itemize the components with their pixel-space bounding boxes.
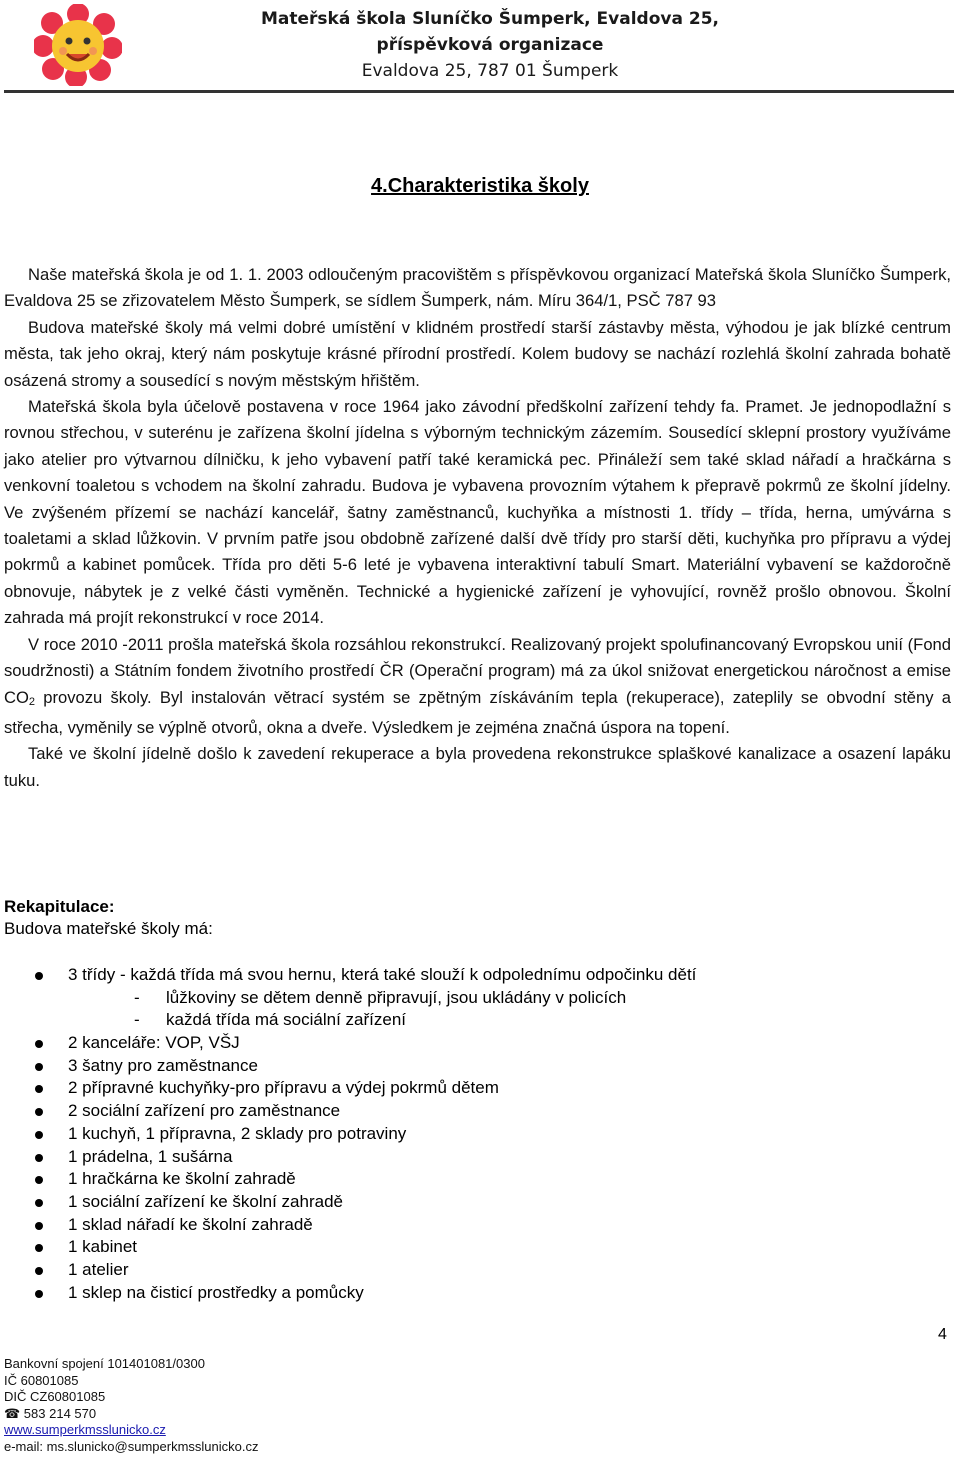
list-item-text: 1 hračkárna ke školní zahradě: [68, 1169, 296, 1189]
bullet-icon: [35, 1222, 43, 1230]
header-divider: [4, 90, 954, 93]
bullet-icon: [35, 1063, 43, 1071]
list-item-text: 1 kuchyň, 1 přípravna, 2 sklady pro potraviny: [68, 1123, 407, 1143]
list-item-text: 2 sociální zařízení pro zaměstnance: [68, 1101, 341, 1121]
sub-list-item-text: lůžkoviny se dětem denně připravují, jsou ukládány v policích: [166, 987, 627, 1007]
dash-marker: -: [134, 987, 140, 1007]
paragraph-4-part-2: provozu školy. Byl instalován větrací systém se zpětným získáváním tepla (rekuperace), zateplily se obvodní stěny a střecha, vyměnily se výplně otvorů, okna a dveře. Výsledkem je zejména značná úspora na topení.: [4, 687, 951, 737]
bullet-icon: [35, 1244, 43, 1252]
bullet-icon: [35, 1040, 43, 1048]
sub-list-item: [0, 987, 900, 1010]
paragraph-4-part-1: V roce 2010 -2011 prošla mateřská škola rozsáhlou rekonstrukcí. Realizovaný projekt spolufinancovaný Evropskou unií (Fond soudržnosti) a Státním fondem životního prostředí ČR (Operační program) má za úkol snižovat energetickou náročnost a emise CO: [4, 634, 951, 707]
list-item-text: 1 sklad nářadí ke školní zahradě: [68, 1214, 313, 1234]
list-item: [0, 1146, 900, 1169]
list-item-text: 2 přípravné kuchyňky-pro přípravu a výdej pokrmů dětem: [68, 1078, 499, 1098]
list-item-text: 2 kanceláře: VOP, VŠJ: [68, 1033, 240, 1053]
paragraph-5: Také ve školní jídelně došlo k zavedení rekuperace a byla provedena rekonstrukce splaškové kanalizace a osazení lapáku tuku.: [4, 744, 951, 790]
list-item: [0, 1191, 900, 1214]
page-number: 4: [938, 1326, 947, 1343]
bullet-icon: [35, 1154, 43, 1162]
footer-phone: ☎ 583 214 570: [4, 1405, 97, 1421]
list-item: [0, 964, 900, 987]
footer-bank: Bankovní spojení 101401081/0300: [4, 1356, 205, 1371]
body-text: [4, 262, 951, 794]
list-item-text: 1 prádelna, 1 sušárna: [68, 1146, 233, 1166]
list-item: [0, 1214, 900, 1237]
list-item: [0, 1077, 900, 1100]
footer-web-link[interactable]: www.sumperkmsslunicko.cz: [4, 1422, 166, 1438]
list-item: [0, 1055, 900, 1078]
bullet-icon: [35, 1290, 43, 1298]
list-item: [0, 1259, 900, 1282]
list-item-text: 1 kabinet: [68, 1237, 137, 1257]
list-item: [0, 1100, 900, 1123]
sub-list-item: [0, 1009, 900, 1032]
list-item: [0, 1236, 900, 1259]
footer-email[interactable]: e-mail: ms.slunicko@sumperkmsslunicko.cz: [4, 1438, 259, 1454]
list-item: [0, 1282, 900, 1305]
paragraph-2: Budova mateřské školy má velmi dobré umístění v klidném prostředí starší zástavby města, výhodou je jak blízké centrum města, tak jeho okraj, který nám poskytuje krásné přírodní prostředí. Kolem budovy se nachází rozlehlá školní zahrada bohatě osázená stromy a sousedící s novým městským hřištěm.: [4, 317, 951, 390]
bullet-icon: [35, 1108, 43, 1116]
school-header: [240, 6, 740, 84]
sub-list-item-text: každá třída má sociální zařízení: [166, 1010, 407, 1030]
footer: [4, 1356, 258, 1456]
bullet-icon: [35, 1085, 43, 1093]
footer-dic: DIČ CZ60801085: [4, 1389, 106, 1405]
recap-heading: Rekapitulace:: [4, 897, 115, 916]
list-item-text: 1 atelier: [68, 1259, 129, 1279]
dash-marker: -: [134, 1010, 140, 1030]
header-address: Evaldova 25, 787 01 Šumperk: [361, 61, 619, 81]
bullet-icon: [35, 972, 43, 980]
list-item-text: 1 sklep na čisticí prostředky a pomůcky: [68, 1282, 364, 1302]
list-item-text: 1 sociální zařízení ke školní zahradě: [68, 1191, 343, 1211]
paragraph-4: [4, 632, 951, 742]
list-item: [0, 1168, 900, 1191]
sun-logo-icon: [34, 4, 122, 86]
section-title: 4.Charakteristika školy: [371, 175, 589, 197]
co2-subscript: 2: [28, 695, 36, 708]
list-item-text: 3 třídy - každá třída má svou hernu, která také slouží k odpolednímu odpočinku dětí: [68, 965, 697, 984]
recap-subheading: Budova mateřské školy má:: [4, 919, 213, 938]
list-item-text: 3 šatny pro zaměstnance: [68, 1055, 258, 1075]
bullet-icon: [35, 1131, 43, 1139]
bullet-icon: [35, 1267, 43, 1275]
header-school-name: Mateřská škola Sluníčko Šumperk, Evaldova 25,: [261, 9, 719, 29]
recap-list: [0, 964, 900, 1304]
paragraph-3: Mateřská škola byla účelově postavena v roce 1964 jako závodní předškolní zařízení tehdy fa. Pramet. Je jednopodlažní s rovnou střechou, v suterénu je zařízena školní jídelna s výborným technickým zázemím. Sousedící sklepní prostory využíváme jako atelier pro výtvarnou dílničku, k jeho vybavení patří také keramická pec. Přináleží sem také sklad nářadí a hračkárna s venkovní toaletou s vchodem na školní zahradu. Budova je vybavena provozním výtahem k přepravě pokrmů ze školní jídelny. Ve zvýšeném přízemí se nachází kancelář, šatny zaměstnanců, kuchyňka a místnosti 1. třídy – třída, herna, umývárna s toaletami a sklad lůžkovin. V prvním patře jsou obdobně zařízené další dvě třídy pro starší děti, kuchyňka pro přípravu a výdej pokrmů a kabinet pomůcek. Třída pro děti 5-6 leté je vybavena interaktivní tabulí Smart. Materiální vybavení se každoročně obnovuje, nábytek je z velké části vyměněn. Technické a hygienické zařízení je vyhovující, rovněž prošlo obnovou. Školní zahrada má projít rekonstrukcí v roce 2014.: [4, 397, 951, 628]
footer-ic: IČ 60801085: [4, 1372, 79, 1388]
header-org-type: příspěvková organizace: [376, 35, 604, 55]
bullet-icon: [35, 1199, 43, 1207]
paragraph-1: Naše mateřská škola je od 1. 1. 2003 odloučeným pracovištěm s příspěvkovou organizací Mateřská škola Sluníčko Šumperk, Evaldova 25 se zřizovatelem Město Šumperk, se sídlem Šumperk, nám. Míru 364/1, PSČ 787 93: [4, 265, 951, 311]
bullet-icon: [35, 1176, 43, 1184]
list-item: [0, 1032, 900, 1055]
list-item: [0, 1123, 900, 1146]
